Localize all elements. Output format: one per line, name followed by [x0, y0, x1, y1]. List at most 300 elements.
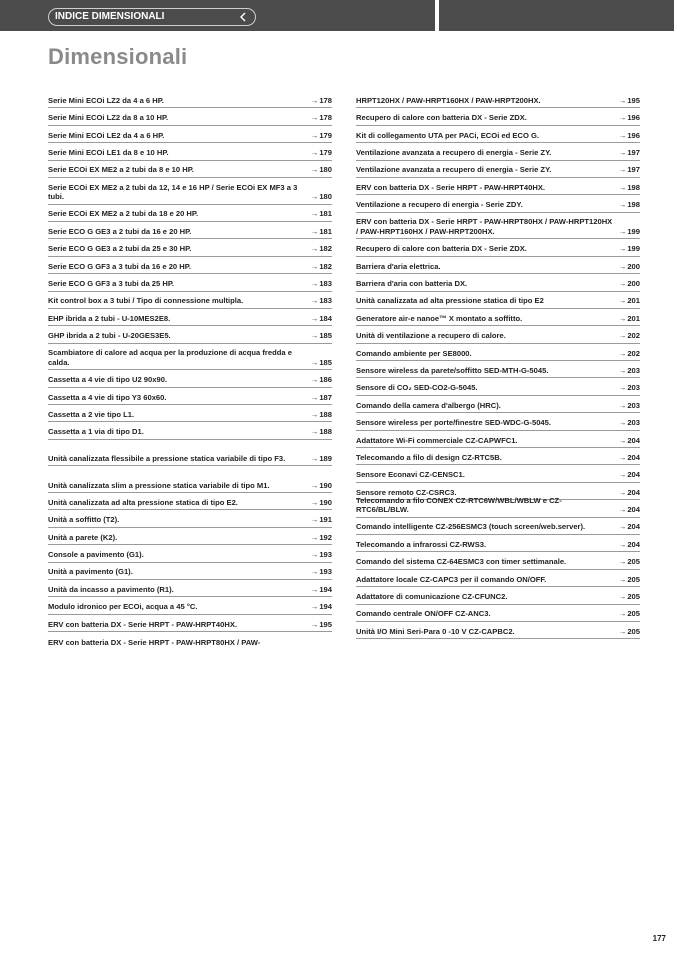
- index-entry[interactable]: [48, 257, 332, 274]
- chevron-left-icon[interactable]: [238, 12, 248, 22]
- page-reference-number: 201: [627, 313, 640, 323]
- page-reference-number: 181: [319, 209, 332, 219]
- header-divider: [435, 0, 439, 31]
- index-entry[interactable]: [356, 213, 640, 240]
- page-reference[interactable]: [619, 314, 640, 324]
- page-reference[interactable]: [619, 296, 640, 306]
- index-entry-title: Comando ambiente per SE8000.: [356, 348, 472, 358]
- page-reference-number: 204: [627, 522, 640, 532]
- arrow-right-icon: →: [618, 226, 627, 236]
- page-reference-number: 203: [627, 365, 640, 375]
- arrow-right-icon: →: [310, 427, 319, 437]
- index-entry[interactable]: [356, 587, 640, 604]
- page-reference[interactable]: [619, 383, 640, 393]
- page-reference[interactable]: [619, 349, 640, 359]
- index-entry-title: Serie Mini ECOi LE1 da 8 e 10 HP.: [48, 148, 169, 158]
- page-reference[interactable]: [311, 131, 332, 141]
- arrow-right-icon: →: [618, 400, 627, 410]
- page-title: Dimensionali: [48, 44, 188, 69]
- page-reference[interactable]: [311, 279, 332, 289]
- page-reference[interactable]: [311, 358, 332, 368]
- arrow-right-icon: →: [310, 192, 319, 202]
- index-entry-title: Scambiatore di calore ad acqua per la produzione di acqua fredda e calda.: [48, 348, 292, 367]
- page-reference[interactable]: [311, 96, 332, 106]
- index-entry[interactable]: [356, 413, 640, 430]
- arrow-right-icon: →: [310, 392, 319, 402]
- page-reference-number: 181: [319, 226, 332, 236]
- arrow-right-icon: →: [618, 557, 627, 567]
- arrow-right-icon: →: [618, 383, 627, 393]
- index-entry[interactable]: [48, 466, 332, 493]
- arrow-right-icon: →: [618, 200, 627, 210]
- page-reference-number: 190: [319, 497, 332, 507]
- index-entry[interactable]: [356, 161, 640, 178]
- page-reference-number: 200: [627, 261, 640, 271]
- index-entry-title: Adattatore di comunicazione CZ-CFUNC2.: [356, 592, 508, 602]
- index-entry-title: Unità a parete (K2).: [48, 532, 118, 542]
- page-reference[interactable]: [311, 165, 332, 175]
- page-reference[interactable]: [311, 567, 332, 577]
- page-reference-number: 182: [319, 244, 332, 254]
- page-reference[interactable]: [311, 515, 332, 525]
- page-reference[interactable]: [619, 453, 640, 463]
- index-entry[interactable]: [48, 274, 332, 291]
- page-reference[interactable]: [619, 331, 640, 341]
- arrow-right-icon: →: [618, 130, 627, 140]
- page-reference[interactable]: [311, 375, 332, 385]
- index-entry[interactable]: [356, 448, 640, 465]
- index-entry-title: Sensore wireless per porte/finestre SED-WDC-G-5045.: [356, 418, 551, 428]
- index-entry[interactable]: [48, 545, 332, 562]
- index-entry-title: Barriera d'aria elettrica.: [356, 261, 441, 271]
- arrow-right-icon: →: [618, 365, 627, 375]
- page-reference[interactable]: [619, 183, 640, 193]
- index-entry-title: Kit control box a 3 tubi / Tipo di connessione multipla.: [48, 296, 244, 306]
- arrow-right-icon: →: [618, 522, 627, 532]
- index-entry[interactable]: [356, 495, 640, 517]
- arrow-right-icon: →: [310, 313, 319, 323]
- arrow-right-icon: →: [618, 95, 627, 105]
- index-entry[interactable]: [356, 605, 640, 622]
- index-entry-title: Unità canalizzata slim a pressione statica variabile di tipo M1.: [48, 480, 270, 490]
- index-entry[interactable]: [48, 309, 332, 326]
- page-reference[interactable]: [619, 609, 640, 619]
- page-reference-number: 180: [319, 165, 332, 175]
- page-reference[interactable]: [619, 522, 640, 532]
- index-entry[interactable]: [356, 465, 640, 482]
- index-entry-title: Recupero di calore con batteria DX - Serie ZDX.: [356, 244, 527, 254]
- index-entry[interactable]: [48, 239, 332, 256]
- page-reference-number: 183: [319, 279, 332, 288]
- page-reference[interactable]: [619, 227, 640, 237]
- index-entry[interactable]: [356, 361, 640, 378]
- arrow-right-icon: →: [310, 602, 319, 612]
- page-reference[interactable]: [619, 366, 640, 376]
- arrow-right-icon: →: [618, 487, 627, 497]
- index-entry[interactable]: [48, 632, 332, 649]
- index-entry-title: Ventilazione avanzata a recupero di energia - Serie ZY.: [356, 148, 552, 158]
- page-reference-number: 205: [627, 574, 640, 584]
- arrow-right-icon: →: [310, 331, 319, 341]
- index-entry-title: Serie Mini ECOi LZ2 da 4 a 6 HP.: [48, 95, 164, 105]
- index-entry-title: GHP ibrida a 2 tubi - U-20GES3E5.: [48, 331, 171, 341]
- index-entry-title: Cassetta a 2 vie tipo L1.: [48, 409, 135, 419]
- index-entry-title: Serie ECO G GE3 a 2 tubi da 25 e 30 HP.: [48, 244, 192, 254]
- index-entry[interactable]: [48, 493, 332, 510]
- arrow-right-icon: →: [618, 418, 627, 428]
- page-reference-number: 204: [627, 487, 640, 497]
- arrow-right-icon: →: [618, 313, 627, 323]
- index-entry[interactable]: [356, 518, 640, 535]
- arrow-right-icon: →: [618, 148, 627, 158]
- page-reference[interactable]: [311, 585, 332, 595]
- index-entry-title: Comando della camera d'albergo (HRC).: [356, 400, 501, 410]
- arrow-right-icon: →: [310, 550, 319, 560]
- page-reference[interactable]: [311, 481, 332, 491]
- index-entry-title: Unità di ventilazione a recupero di calore.: [356, 331, 506, 341]
- arrow-right-icon: →: [310, 226, 319, 236]
- index-entry-title: Serie ECOi EX ME2 a 2 tubi da 12, 14 e 16 HP / Serie ECOi EX MF3 a 3 tubi.: [48, 182, 298, 202]
- page-reference-number: 194: [319, 602, 332, 612]
- arrow-right-icon: →: [310, 261, 319, 271]
- index-entry[interactable]: [48, 563, 332, 580]
- page-reference-number: 185: [319, 331, 332, 341]
- index-entry-title: ERV con batteria DX - Serie HRPT - PAW-HRPT80HX / PAW-HRPT120HX / PAW-HRPT160HX / PAW-HRPT200HX.: [356, 217, 613, 236]
- page-reference-number: 204: [627, 470, 640, 480]
- arrow-right-icon: →: [618, 435, 627, 445]
- index-entry-title: Cassetta a 4 vie di tipo U2 90x90.: [48, 375, 168, 385]
- index-entry[interactable]: [48, 222, 332, 239]
- index-entry[interactable]: [356, 292, 640, 309]
- index-entry[interactable]: [48, 440, 332, 467]
- index-entry-title: ERV con batteria DX - Serie HRPT - PAW-HRPT40HX.: [356, 182, 546, 192]
- page-reference[interactable]: [619, 148, 640, 158]
- page-number: 177: [652, 934, 666, 943]
- arrow-right-icon: →: [618, 626, 627, 636]
- page-reference[interactable]: [619, 200, 640, 210]
- arrow-right-icon: →: [310, 244, 319, 254]
- index-entry[interactable]: [356, 239, 640, 256]
- arrow-right-icon: →: [310, 279, 319, 288]
- index-entry-title: Adattatore locale CZ-CAPC3 per il comando ON/OFF.: [356, 574, 547, 584]
- index-entry-title: Unità a soffitto (T2).: [48, 515, 120, 525]
- page-reference[interactable]: [311, 602, 332, 612]
- index-entry[interactable]: [356, 178, 640, 195]
- index-entry-title: Generatore air-e nanoe™ X montato a soffitto.: [356, 313, 523, 323]
- page-reference[interactable]: [619, 505, 640, 515]
- index-entry[interactable]: [48, 580, 332, 597]
- index-entry-title: Modulo idronico per ECOi, acqua a 45 °C.: [48, 602, 198, 612]
- index-entry-title: Kit di collegamento UTA per PACi, ECOi ed ECO G.: [356, 130, 539, 140]
- page-reference-number: 193: [319, 550, 332, 560]
- page-reference[interactable]: [619, 96, 640, 106]
- page-reference-number: 179: [319, 148, 332, 158]
- page-reference-number: 201: [627, 296, 640, 306]
- page-reference[interactable]: [619, 627, 640, 637]
- arrow-right-icon: →: [618, 296, 627, 306]
- page-reference[interactable]: [311, 550, 332, 560]
- index-entry[interactable]: [48, 344, 332, 371]
- arrow-right-icon: →: [618, 592, 627, 602]
- index-entry[interactable]: [48, 205, 332, 222]
- index-entry-title: Unità canalizzata ad alta pressione statica di tipo E2: [356, 296, 544, 306]
- section-label: INDICE DIMENSIONALI: [55, 11, 165, 22]
- page-reference-number: 180: [319, 192, 332, 202]
- arrow-right-icon: →: [310, 532, 319, 542]
- page-reference[interactable]: [619, 113, 640, 123]
- page-reference-number: 203: [627, 383, 640, 393]
- index-entry-title: Recupero di calore con batteria DX - Serie ZDX.: [356, 113, 527, 123]
- page-reference-number: 197: [627, 148, 640, 158]
- arrow-right-icon: →: [618, 182, 627, 192]
- arrow-right-icon: →: [618, 348, 627, 358]
- index-entry[interactable]: [48, 405, 332, 422]
- index-entry-title: ERV con batteria DX - Serie HRPT - PAW-HRPT40HX.: [48, 619, 238, 629]
- arrow-right-icon: →: [618, 261, 627, 271]
- page-reference-number: 204: [627, 435, 640, 445]
- arrow-right-icon: →: [310, 113, 319, 123]
- index-entry-title: Sensore wireless da parete/soffitto SED-MTH-G-5045.: [356, 365, 549, 375]
- index-entry[interactable]: [48, 178, 332, 205]
- index-column-left: [48, 91, 332, 650]
- index-entry[interactable]: [356, 396, 640, 413]
- index-entry-title: Comando intelligente CZ-256ESMC3 (touch screen/web.server).: [356, 522, 586, 532]
- page-reference[interactable]: [311, 533, 332, 543]
- index-entry[interactable]: [356, 344, 640, 361]
- index-entry[interactable]: [48, 388, 332, 405]
- page-reference-number: 192: [319, 532, 332, 542]
- index-entry-title: Serie ECOi EX ME2 a 2 tubi da 18 e 20 HP.: [48, 209, 199, 219]
- index-entry[interactable]: [48, 126, 332, 143]
- index-entry-title: Ventilazione a recupero di energia - Serie ZDY.: [356, 200, 523, 210]
- arrow-right-icon: →: [310, 148, 319, 158]
- index-entry-title: Serie ECO G GF3 a 3 tubi da 25 HP.: [48, 279, 175, 288]
- page-reference-number: 205: [627, 592, 640, 602]
- page-reference[interactable]: [311, 262, 332, 272]
- index-entry[interactable]: [48, 528, 332, 545]
- page-reference[interactable]: [311, 331, 332, 341]
- index-entry[interactable]: [356, 143, 640, 160]
- arrow-right-icon: →: [310, 497, 319, 507]
- arrow-right-icon: →: [310, 567, 319, 577]
- page-reference-number: 189: [319, 453, 332, 463]
- index-entry-title: Unità I/O Mini Seri-Para 0 -10 V CZ-CAPBC2.: [356, 626, 515, 636]
- page-reference[interactable]: [311, 148, 332, 158]
- page-reference[interactable]: [619, 436, 640, 446]
- index-entry[interactable]: [48, 597, 332, 614]
- page-reference[interactable]: [311, 620, 332, 630]
- index-entry-title: Unità a pavimento (G1).: [48, 567, 133, 577]
- arrow-right-icon: →: [310, 619, 319, 629]
- index-entry[interactable]: [48, 370, 332, 387]
- page-reference[interactable]: [619, 279, 640, 289]
- index-entry[interactable]: [356, 431, 640, 448]
- index-entry-title: Comando centrale ON/OFF CZ-ANC3.: [356, 609, 491, 619]
- index-entry-title: Serie Mini ECOi LE2 da 4 a 6 HP.: [48, 130, 165, 140]
- arrow-right-icon: →: [310, 409, 319, 419]
- page-reference-number: 179: [319, 130, 332, 140]
- page-reference[interactable]: [619, 418, 640, 428]
- arrow-right-icon: →: [310, 209, 319, 219]
- page-reference-number: 190: [319, 480, 332, 490]
- index-entry-title: Telecomando a filo CONEX CZ-RTC6W/WBL/WBLW e CZ-RTC6/BL/BLW.: [356, 495, 562, 515]
- index-entry[interactable]: [356, 126, 640, 143]
- page-reference[interactable]: [619, 401, 640, 411]
- page-reference-number: 188: [319, 427, 332, 437]
- index-entry[interactable]: [356, 195, 640, 212]
- arrow-right-icon: →: [310, 357, 319, 367]
- page-reference[interactable]: [619, 470, 640, 480]
- page-reference-number: 182: [319, 261, 332, 271]
- page-reference[interactable]: [311, 393, 332, 403]
- index-entry[interactable]: [48, 91, 332, 108]
- page-reference-number: 198: [627, 200, 640, 210]
- page-reference[interactable]: [619, 488, 640, 498]
- page-reference-number: 178: [319, 95, 332, 105]
- page-reference-number: 185: [319, 357, 332, 367]
- page-reference[interactable]: [619, 575, 640, 585]
- arrow-right-icon: →: [310, 453, 319, 463]
- section-tab-indice-dimensionali[interactable]: [48, 8, 256, 26]
- page-reference-number: 204: [627, 539, 640, 549]
- index-entry-title: Unità da incasso a pavimento (R1).: [48, 584, 174, 594]
- page-reference-number: 197: [627, 165, 640, 175]
- index-entry-title: Console a pavimento (G1).: [48, 550, 144, 560]
- page-reference-number: 193: [319, 567, 332, 577]
- page-reference-number: 188: [319, 409, 332, 419]
- index-entry[interactable]: [356, 535, 640, 552]
- index-entry[interactable]: [48, 510, 332, 527]
- page-reference-number: 198: [627, 182, 640, 192]
- page-reference-number: 178: [319, 113, 332, 123]
- page-reference-number: 205: [627, 626, 640, 636]
- page-reference-number: 184: [319, 313, 332, 323]
- page-reference-number: 203: [627, 400, 640, 410]
- index-entry-title: Sensore Econavi CZ-CENSC1.: [356, 470, 465, 480]
- arrow-right-icon: →: [310, 296, 319, 306]
- index-entry[interactable]: [356, 108, 640, 125]
- index-entry-title: Unità canalizzata ad alta pressione statica di tipo E2.: [48, 497, 238, 507]
- index-entry[interactable]: [48, 615, 332, 632]
- index-entry[interactable]: [356, 570, 640, 587]
- index-entry[interactable]: [48, 143, 332, 160]
- page-reference-number: 194: [319, 584, 332, 594]
- page-reference-number: 187: [319, 392, 332, 402]
- page-reference[interactable]: [311, 454, 332, 464]
- arrow-right-icon: →: [310, 584, 319, 594]
- page-reference-number: 205: [627, 609, 640, 619]
- index-entry-title: HRPT120HX / PAW-HRPT160HX / PAW-HRPT200HX.: [356, 95, 541, 105]
- page-reference[interactable]: [311, 314, 332, 324]
- page-reference-number: 200: [627, 279, 640, 288]
- page-reference[interactable]: [619, 244, 640, 254]
- page-reference-number: 183: [319, 296, 332, 306]
- page-reference-number: 202: [627, 348, 640, 358]
- page-reference-number: 204: [627, 505, 640, 515]
- page-reference[interactable]: [311, 192, 332, 202]
- page-reference-number: 203: [627, 418, 640, 428]
- page-reference[interactable]: [311, 498, 332, 508]
- index-entry-title: Unità canalizzata flessibile a pressione statica variabile di tipo F3.: [48, 453, 286, 463]
- header-bar: [0, 0, 677, 31]
- arrow-right-icon: →: [618, 113, 627, 123]
- arrow-right-icon: →: [618, 505, 627, 515]
- arrow-right-icon: →: [618, 470, 627, 480]
- page-reference[interactable]: [311, 113, 332, 123]
- index-entry-title: Cassetta a 1 via di tipo D1.: [48, 427, 144, 437]
- index-entry[interactable]: [48, 108, 332, 125]
- page-reference[interactable]: [311, 209, 332, 219]
- index-entry-title: Serie ECOi EX ME2 a 2 tubi da 8 e 10 HP.: [48, 165, 194, 175]
- index-entry[interactable]: [356, 552, 640, 569]
- index-entry-title: Sensore di CO₂ SED-CO2-G-5045.: [356, 383, 478, 393]
- index-entry-title: Telecomando a infrarossi CZ-RWS3.: [356, 539, 487, 549]
- page-reference-number: 196: [627, 130, 640, 140]
- arrow-right-icon: →: [310, 515, 319, 525]
- index-entry-title: Telecomando a filo di design CZ-RTC5B.: [356, 452, 502, 462]
- index-entry[interactable]: [48, 422, 332, 439]
- index-entry[interactable]: [356, 378, 640, 395]
- page-reference-number: 196: [627, 113, 640, 123]
- arrow-right-icon: →: [618, 279, 627, 288]
- arrow-right-icon: →: [310, 375, 319, 385]
- arrow-right-icon: →: [618, 244, 627, 254]
- page-reference-number: 195: [627, 95, 640, 105]
- page-reference[interactable]: [311, 427, 332, 437]
- page-reference[interactable]: [619, 540, 640, 550]
- index-entry[interactable]: [356, 309, 640, 326]
- page-reference-number: 202: [627, 331, 640, 341]
- index-entry-title: Serie ECO G GE3 a 2 tubi da 16 e 20 HP.: [48, 226, 192, 236]
- page-reference-number: 195: [319, 619, 332, 629]
- arrow-right-icon: →: [618, 539, 627, 549]
- page-reference[interactable]: [311, 410, 332, 420]
- page-reference-number: 191: [319, 515, 332, 525]
- index-entry[interactable]: [48, 292, 332, 309]
- page-reference[interactable]: [619, 262, 640, 272]
- page-reference-number: 199: [627, 244, 640, 254]
- arrow-right-icon: →: [310, 130, 319, 140]
- page-reference[interactable]: [311, 227, 332, 237]
- index-entry[interactable]: [48, 326, 332, 343]
- index-entry[interactable]: [356, 257, 640, 274]
- arrow-right-icon: →: [310, 95, 319, 105]
- index-entry[interactable]: [356, 91, 640, 108]
- index-entry-title: Serie Mini ECOi LZ2 da 8 a 10 HP.: [48, 113, 169, 123]
- page-reference[interactable]: [311, 296, 332, 306]
- page-reference[interactable]: [619, 557, 640, 567]
- index-column-right: [356, 91, 640, 639]
- index-entry-title: Adattatore Wi-Fi commerciale CZ-CAPWFC1.: [356, 435, 518, 445]
- arrow-right-icon: →: [618, 574, 627, 584]
- index-entry-title: Comando del sistema CZ-64ESMC3 con timer settimanale.: [356, 557, 567, 567]
- index-entry-title: Ventilazione avanzata a recupero di energia - Serie ZY.: [356, 165, 552, 175]
- index-entry[interactable]: [356, 274, 640, 291]
- page-reference-number: 199: [627, 226, 640, 236]
- page-reference-number: 204: [627, 452, 640, 462]
- index-entry-title: Cassetta a 4 vie di tipo Y3 60x60.: [48, 392, 167, 402]
- index-entry[interactable]: [48, 161, 332, 178]
- page-reference[interactable]: [311, 244, 332, 254]
- arrow-right-icon: →: [310, 165, 319, 175]
- index-entry[interactable]: [356, 622, 640, 639]
- index-entry-title: ERV con batteria DX - Serie HRPT - PAW-HRPT80HX / PAW-: [48, 638, 261, 648]
- index-entry[interactable]: [356, 326, 640, 343]
- page-reference[interactable]: [619, 592, 640, 602]
- arrow-right-icon: →: [618, 331, 627, 341]
- page-reference[interactable]: [619, 131, 640, 141]
- page-reference[interactable]: [619, 165, 640, 175]
